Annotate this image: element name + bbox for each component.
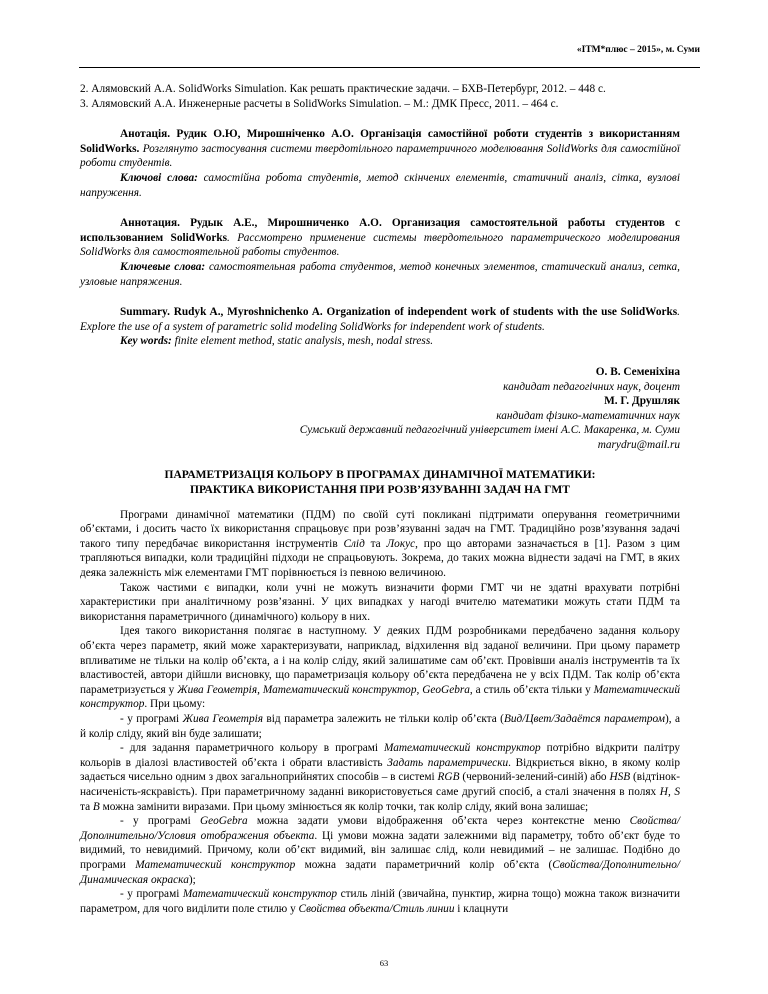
abstract-ru <box>80 216 680 289</box>
abstract-ua-label: Анотація. Рудик О.Ю, Мирошніченко А.О. Організація самостійної роботи студентів з використанням SolidWorks. <box>80 128 680 155</box>
author-block <box>80 365 680 453</box>
keywords-ru-text: самостоятельная работа студентов, метод конечных элементов, статический анализ, сетка, узловые напряжения. <box>80 260 680 288</box>
author-degree: кандидат педагогічних наук, доцент <box>503 380 680 393</box>
page-content <box>80 82 680 916</box>
abstract-ru-label: Аннотация. Рудык А.Е., Мирошниченко А.О. Организация самостоятельной работы студентов с использованием SolidWorks <box>80 217 680 244</box>
list-item: - у програмі GeoGebra можна задати умови відображення об’єкта через контекстне меню Свойства/Дополнительно/Условия отображения объекта. Ці умови можна задати залежними від параметру, тобто об’єкт буде то видимий, то невидимий. Причому, коли об’єкт видимий, він залишає слід, коли невидимий – не залишає. Подібно до програми Математический конструктор можна задати параметричний колір об’єкта (Свойства/Дополнительно/Динамическая окраска); <box>80 815 680 886</box>
keywords-en-label: Key words: <box>120 335 172 348</box>
keywords-en-text: finite element method, static analysis, mesh, nodal stress. <box>171 335 434 348</box>
author-name: О. В. Семеніхіна <box>595 365 680 378</box>
list-item: - у програмі Математический конструктор стиль ліній (звичайна, пунктир, жирна тощо) можна також визначити параметром, для чого виділити поле стилю у Свойства объекта/Стиль линии і клацнути <box>80 888 681 915</box>
header-rule <box>79 67 700 68</box>
keywords-ua-text: самостійна робота студентів, метод скінчених елементів, статичний аналіз, сітка, вузлові напруження. <box>80 171 680 199</box>
author-degree: кандидат фізико-математичних наук <box>496 409 680 422</box>
reference-item: 3. Алямовский А.А. Инженерные расчеты в SolidWorks Simulation. – М.: ДМК Пресс, 2011. – 464 с. <box>80 97 559 110</box>
keywords-ru-label: Ключевые слова: <box>120 260 206 273</box>
body-paragraph: Програми динамічної математики (ПДМ) по своїй суті покликані підтримати оперування геометричними об’єктами, і досить часто їх використання спрацьовує при розв’язуванні задач на ГМТ. Традиційно розв’язування задачі такого типу передбачає використання інструментів Слід та Локус, про що авторами зазначається в [1]. Разом з цим трапляються випадки, коли традиційні підходи не спрацьовують. Зокрема, до таких можна віднести задачі на ГМТ, в яких деяка залежність між елементами ГМТ порівнюється із певною величиною. <box>80 508 680 580</box>
reference-item: 2. Алямовский А.А. SolidWorks Simulation. Как решать практические задачи. – БХВ-Петербург, 2012. – 448 с. <box>80 83 606 95</box>
body-paragraph: Також частими є випадки, коли учні не можуть визначити форми ГМТ чи не здатні врахувати потрібні характеристики при аналітичному розв’язанні. У цих випадках у нагоді вчителю математики можуть стати ПДМ та використання параметричного (динамічного) кольору в них. <box>80 581 680 623</box>
body-paragraph: Ідея такого використання полягає в наступному. У деяких ПДМ розробниками передбачено задання кольору об’єкта через параметр, який може характеризувати, наприклад, відхилення від заданої величини. При цьому параметр впливатиме не тільки на колір об’єкта, а і на колір сліду, який залишатиме сам об’єкт. Провівши аналіз інструментів та їх властивостей, автори дійшли висновку, що параметризація кольору об’єкта передбачена не у всіх ПДМ. Так колір об’єкта параметризується у Жива Геометрія, Математический конструктор, GeoGebra, а стиль об’єкта тільки у Математический конструктор. При цьому: <box>80 625 680 711</box>
running-header: «ІТМ*плюс – 2015», м. Суми <box>576 45 700 55</box>
reference-list <box>80 82 680 111</box>
author-email[interactable]: marydru@mail.ru <box>597 438 680 451</box>
author-name: М. Г. Друшляк <box>604 395 680 408</box>
paper-body <box>80 508 680 917</box>
abstract-en-text: . Explore the use of a system of parametric solid modeling SolidWorks for independent work of students. <box>80 306 680 333</box>
abstract-en <box>80 305 680 349</box>
abstract-en-label: Summary. Rudyk A., Myroshnichenko A. Organization of independent work of students with the use SolidWorks <box>120 306 678 319</box>
abstract-ua-text: Розглянуто застосування системи твердотільного параметричного моделювання SolidWorks для самостійної роботи студентів. <box>80 142 680 170</box>
abstract-ru-text: . Рассмотрено применение системы твердотельного параметрического моделирования SolidWorks для самостоятельной работы студентов. <box>80 231 680 259</box>
abstract-ua <box>80 127 680 200</box>
author-affiliation: Сумський державний педагогічний університет імені А.С. Макаренка, м. Суми <box>299 424 680 437</box>
list-item: - для задання параметричного кольору в програмі Математический конструктор потрібно відкрити палітру кольорів в діалозі властивостей об’єкта і обрати властивість Задать параметрически. Відкриється вікно, в якому колір задається чисельно одним з двох загальноприйнятих способів – в системі RGB (червоний-зелений-синій) або HSB (відтінок-насиченість-яскравість). При параметричному заданні використовується саме другий спосіб, а сталі значення в полях H, S та B можна замінити виразами. При цьому змінюється як колір точки, так колір сліду, який вона залишає; <box>80 742 681 813</box>
paper-title: ПАРАМЕТРИЗАЦІЯ КОЛЬОРУ В ПРОГРАМАХ ДИНАМІЧНОЇ МАТЕМАТИКИ: ПРАКТИКА ВИКОРИСТАННЯ ПРИ РОЗВ’ЯЗУВАННІ ЗАДАЧ НА ГМТ <box>164 469 596 497</box>
keywords-ua-label: Ключові слова: <box>120 171 198 184</box>
list-item: - у програмі Жива Геометрія від параметра залежить не тільки колір об’єкта (Вид/Цвет/Задаётся параметром), а й колір сліду, який він буде залишати; <box>80 712 680 740</box>
page-number: 63 <box>379 958 389 968</box>
